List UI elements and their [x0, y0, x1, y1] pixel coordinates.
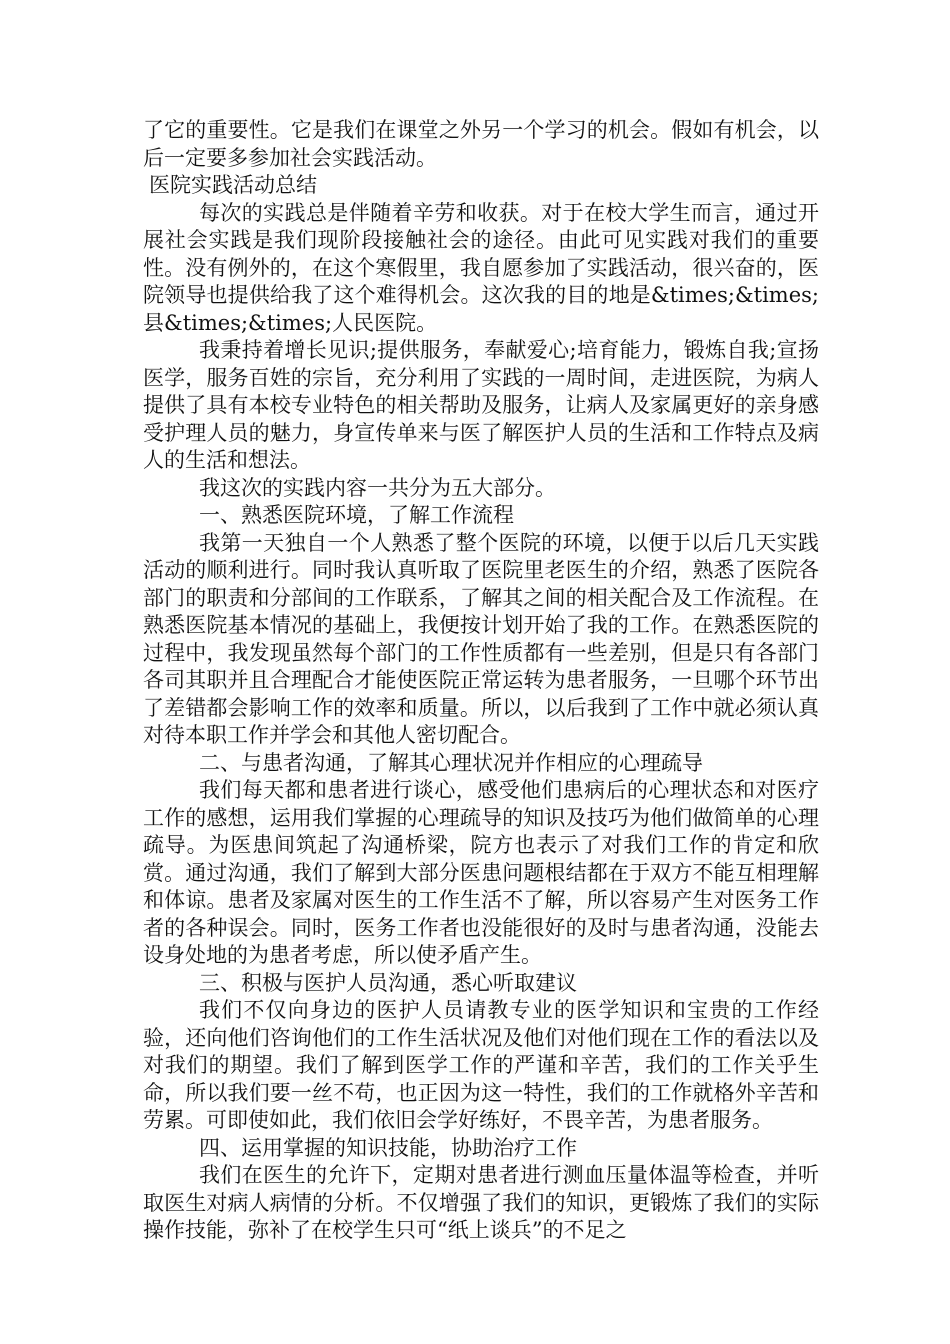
paragraph-part-4: 我们在医生的允许下，定期对患者进行测血压量体温等检查，并听取医生对病人病情的分析。不仅增强了我们的知识，更锻炼了我们的实际操作技能，弥补了在校学生只可“纸上谈兵”的不足之 — [143, 1163, 819, 1242]
paragraph-part-3: 我们不仅向身边的医护人员请教专业的医学知识和宝贵的工作经验，还向他们咨询他们的工作生活状况及他们对他们现在工作的看法以及对我们的期望。我们了解到医学工作的严谨和辛苦，我们的工作关乎生命，所以我们要一丝不苟，也正因为这一特性，我们的工作就格外辛苦和劳累。可即使如此，我们依旧会学好练好，不畏辛苦，为患者服务。 — [143, 998, 819, 1132]
heading-part-3: 三、积极与医护人员沟通，悉心听取建议 — [199, 970, 577, 995]
document-body — [143, 117, 819, 1245]
paragraph-part-2: 我们每天都和患者进行谈心，感受他们患病后的心理状态和对医疗工作的感想，运用我们掌握的心理疏导的知识及技巧为他们做简单的心理疏导。为医患间筑起了沟通桥梁，院方也表示了对我们工作的肯定和欣赏。通过沟通，我们了解到大部分医患问题根结都在于双方不能互相理解和体谅。患者及家属对医生的工作生活不了解，所以容易产生对医务工作者的各种误会。同时，医务工作者也没能很好的及时与患者沟通，没能去设身处地的为患者考虑，所以使矛盾产生。 — [143, 778, 819, 967]
paragraph-part-1: 我第一天独自一个人熟悉了整个医院的环境，以便于以后几天实践活动的顺利进行。同时我认真听取了医院里老医生的介绍，熟悉了医院各部门的职责和分部间的工作联系，了解其之间的相关配合及工作流程。在熟悉医院基本情况的基础上，我便按计划开始了我的工作。在熟悉医院的过程中，我发现虽然每个部门的工作性质都有一些差别，但是只有各部门各司其职并且合理配合才能使医院正常运转为患者服务，一旦哪个环节出了差错都会影响工作的效率和质量。所以，以后我到了工作中就必须认真对待本职工作并学会和其他人密切配合。 — [143, 530, 819, 747]
heading-part-4: 四、运用掌握的知识技能，协助治疗工作 — [199, 1135, 577, 1160]
heading-part-1: 一、熟悉医院环境，了解工作流程 — [199, 503, 514, 527]
paragraph-intro: 每次的实践总是伴随着辛劳和收获。对于在校大学生而言，通过开展社会实践是我们现阶段接触社会的途径。由此可见实践对我们的重要性。没有例外的，在这个寒假里，我自愿参加了实践活动，很兴奋的，医院领导也提供给我了这个难得机会。这次我的目的地是&times;&times;县&times;&times;人民医院。 — [143, 200, 819, 335]
paragraph-overview: 我这次的实践内容一共分为五大部分。 — [199, 475, 556, 500]
paragraph-purpose: 我秉持着增长见识;提供服务，奉献爱心;培育能力，锻炼自我;宣扬医学，服务百姓的宗旨，充分利用了实践的一周时间，走进医院，为病人提供了具有本校专业特色的相关帮助及服务，让病人及家属更好的亲身感受护理人员的魅力，身宣传单来与医了解医护人员的生活和工作特点及病人的生活和想法。 — [143, 338, 819, 472]
section-title: 医院实践活动总结 — [149, 173, 317, 197]
paragraph-continuation: 了它的重要性。它是我们在课堂之外另一个学习的机会。假如有机会，以后一定要多参加社会实践活动。 — [143, 118, 819, 170]
heading-part-2: 二、与患者沟通，了解其心理状况并作相应的心理疏导 — [199, 750, 703, 775]
